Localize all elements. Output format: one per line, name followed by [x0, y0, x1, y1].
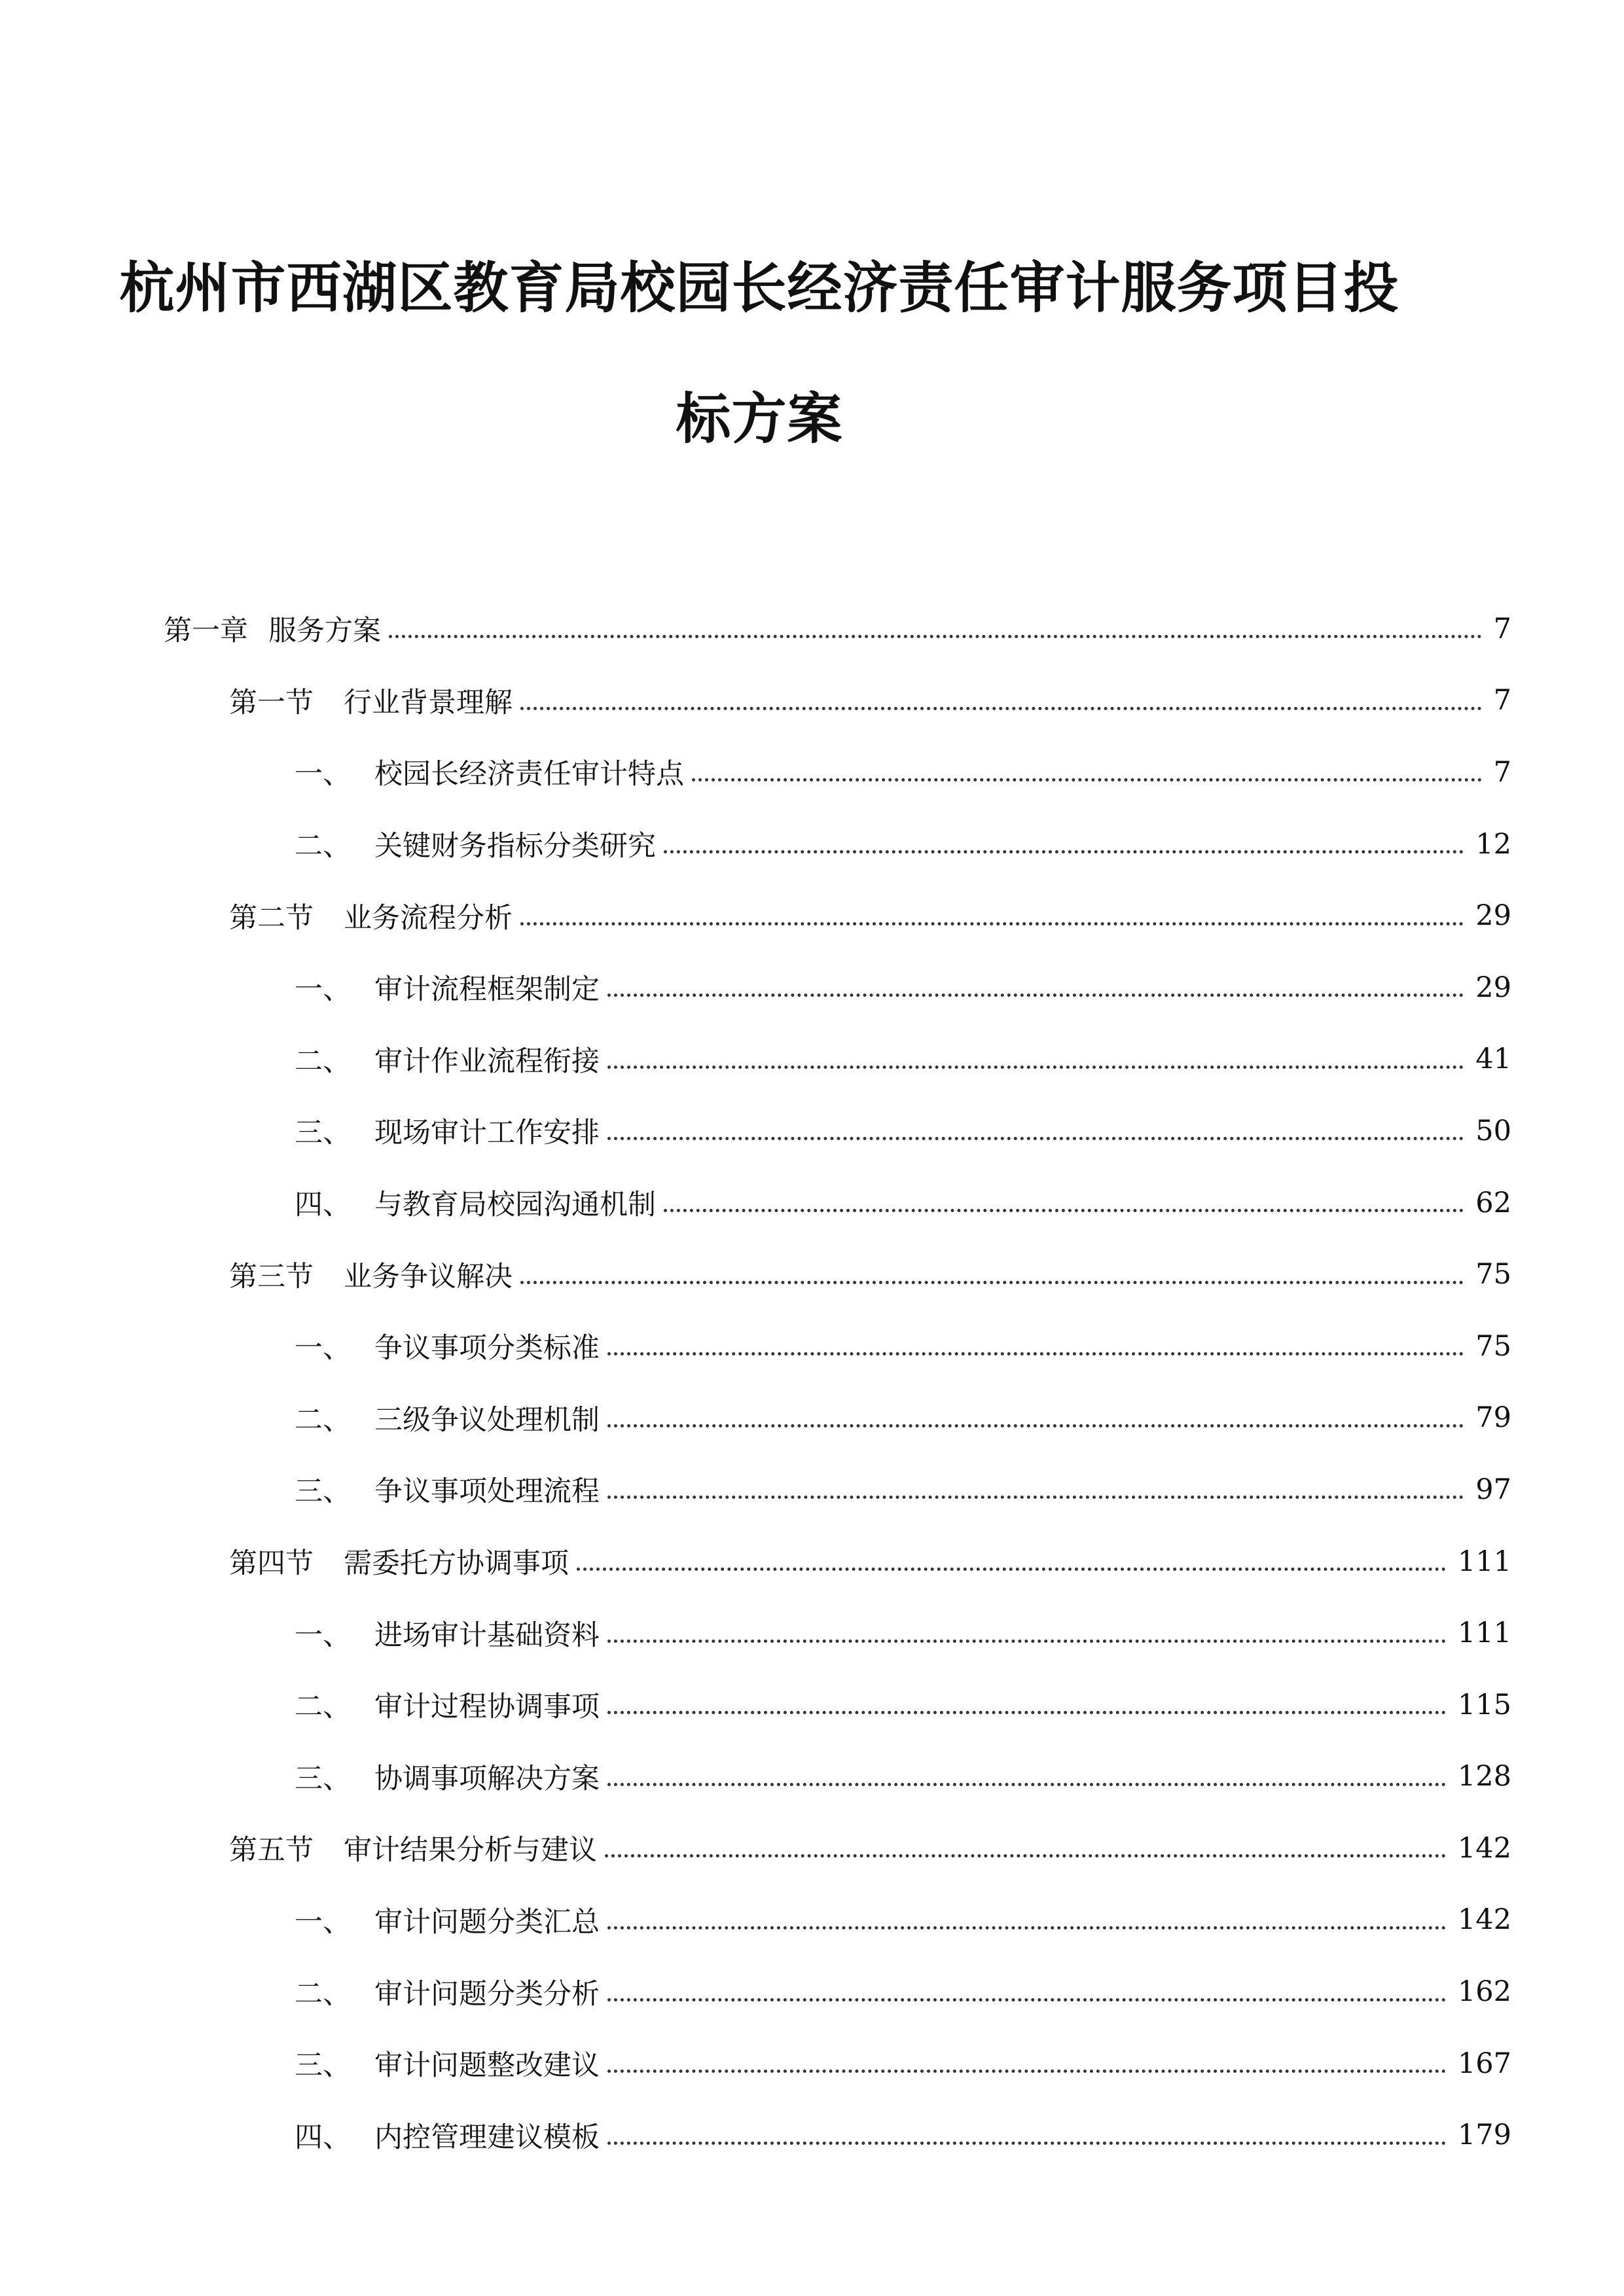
toc-entry-label: 现场审计工作安排 — [374, 1117, 600, 1150]
toc-entry-page: 7 — [1493, 612, 1511, 645]
toc-entry-number: 一、 — [295, 1332, 351, 1365]
toc-entry-number: 第一节 — [229, 686, 314, 719]
toc-entry[interactable] — [0, 1669, 1624, 1741]
toc-entry[interactable] — [0, 1597, 1624, 1669]
toc-entry-number: 二、 — [295, 1977, 351, 2011]
toc-entry-number: 第四节 — [229, 1547, 314, 1581]
toc-entry-number: 第一章 — [164, 615, 248, 648]
toc-entry-page: 111 — [1457, 1617, 1511, 1650]
toc-entry-number: 第二节 — [229, 901, 314, 935]
toc-dot-leader — [389, 635, 1482, 638]
toc-entry-label: 审计过程协调事项 — [374, 1691, 600, 1724]
table-of-contents — [0, 593, 1624, 2171]
toc-dot-leader — [577, 1568, 1446, 1571]
toc-dot-leader — [607, 2070, 1446, 2073]
toc-entry[interactable] — [0, 2099, 1624, 2171]
toc-entry-number: 三、 — [295, 1762, 351, 1795]
toc-entry-number: 一、 — [295, 1619, 351, 1652]
toc-entry-page: 111 — [1457, 1545, 1511, 1578]
toc-entry[interactable] — [0, 1095, 1624, 1167]
toc-entry[interactable] — [0, 1238, 1624, 1310]
toc-dot-leader — [607, 994, 1464, 997]
toc-entry-number: 三、 — [295, 1475, 351, 1509]
toc-entry[interactable] — [0, 1526, 1624, 1598]
toc-entry[interactable] — [0, 1884, 1624, 1956]
toc-entry-number: 一、 — [295, 758, 351, 791]
toc-entry-label: 争议事项分类标准 — [374, 1332, 600, 1365]
toc-entry-number: 二、 — [295, 830, 351, 863]
toc-entry-label: 校园长经济责任审计特点 — [374, 758, 684, 791]
toc-entry-page: 142 — [1457, 1831, 1511, 1865]
toc-entry-page: 79 — [1475, 1401, 1511, 1435]
toc-entry[interactable] — [0, 1741, 1624, 1813]
toc-entry[interactable] — [0, 952, 1624, 1024]
toc-entry-number: 第五节 — [229, 1834, 314, 1867]
toc-entry-label: 审计结果分析与建议 — [344, 1834, 597, 1867]
toc-entry-label: 审计问题分类分析 — [374, 1977, 600, 2011]
toc-dot-leader — [607, 1352, 1464, 1355]
toc-dot-leader — [607, 1711, 1446, 1714]
toc-dot-leader — [607, 1496, 1464, 1499]
document-title — [98, 223, 1420, 484]
toc-dot-leader — [607, 1926, 1446, 1929]
toc-entry-page: 41 — [1475, 1043, 1511, 1076]
toc-entry-label: 三级争议处理机制 — [374, 1403, 600, 1437]
toc-entry-label: 业务争议解决 — [344, 1260, 513, 1293]
toc-entry-page: 62 — [1475, 1186, 1511, 1219]
toc-entry-label: 与教育局校园沟通机制 — [374, 1189, 656, 1222]
toc-entry-page: 75 — [1475, 1329, 1511, 1363]
toc-entry-label: 业务流程分析 — [344, 901, 513, 935]
toc-entry-page: 12 — [1475, 827, 1511, 861]
toc-entry-page: 162 — [1457, 1975, 1511, 2009]
toc-entry-number: 二、 — [295, 1691, 351, 1724]
toc-dot-leader — [664, 1209, 1464, 1212]
toc-entry-label: 内控管理建议模板 — [374, 2121, 600, 2154]
toc-entry-number: 二、 — [295, 1045, 351, 1078]
toc-dot-leader — [607, 1424, 1464, 1427]
toc-dot-leader — [607, 2142, 1446, 2145]
toc-entry[interactable] — [0, 1024, 1624, 1096]
toc-entry-number: 一、 — [295, 973, 351, 1007]
toc-entry-number: 一、 — [295, 1905, 351, 1939]
toc-entry[interactable] — [0, 880, 1624, 952]
toc-entry-label: 进场审计基础资料 — [374, 1619, 600, 1652]
title-line-1: 杭州市西湖区教育局校园长经济责任审计服务项目投 — [119, 256, 1399, 320]
toc-entry-number: 四、 — [295, 1189, 351, 1222]
toc-entry-page: 7 — [1493, 755, 1511, 789]
toc-entry-label: 审计问题整改建议 — [374, 2049, 600, 2083]
toc-entry-page: 7 — [1493, 684, 1511, 717]
toc-dot-leader — [605, 1854, 1446, 1857]
toc-entry-page: 115 — [1457, 1688, 1511, 1721]
toc-entry[interactable] — [0, 1454, 1624, 1526]
toc-entry-page: 179 — [1457, 2119, 1511, 2152]
toc-entry[interactable] — [0, 665, 1624, 737]
toc-entry-page: 50 — [1475, 1114, 1511, 1147]
toc-entry-label: 协调事项解决方案 — [374, 1762, 600, 1795]
toc-entry-label: 审计作业流程衔接 — [374, 1045, 600, 1078]
toc-entry[interactable] — [0, 1382, 1624, 1454]
toc-entry-label: 争议事项处理流程 — [374, 1475, 600, 1509]
toc-entry-label: 关键财务指标分类研究 — [374, 830, 656, 863]
toc-entry-number: 三、 — [295, 2049, 351, 2083]
toc-entry-number: 二、 — [295, 1403, 351, 1437]
toc-entry[interactable] — [0, 2028, 1624, 2100]
toc-entry[interactable] — [0, 1956, 1624, 2028]
toc-entry-page: 29 — [1475, 971, 1511, 1004]
toc-dot-leader — [692, 778, 1482, 781]
toc-entry-number: 四、 — [295, 2121, 351, 2154]
toc-entry-label: 需委托方协调事项 — [344, 1547, 569, 1581]
toc-dot-leader — [520, 1281, 1464, 1284]
toc-entry-label: 审计问题分类汇总 — [374, 1905, 600, 1939]
toc-entry-page: 75 — [1475, 1258, 1511, 1291]
toc-dot-leader — [520, 707, 1482, 710]
toc-dot-leader — [520, 922, 1464, 925]
toc-entry[interactable] — [0, 736, 1624, 808]
toc-dot-leader — [664, 850, 1464, 853]
toc-entry[interactable] — [0, 808, 1624, 880]
toc-dot-leader — [607, 1066, 1464, 1069]
toc-dot-leader — [607, 1640, 1446, 1643]
toc-entry-number: 第三节 — [229, 1260, 314, 1293]
toc-entry-label: 审计流程框架制定 — [374, 973, 600, 1007]
toc-dot-leader — [607, 1137, 1464, 1140]
toc-entry[interactable] — [0, 1167, 1624, 1239]
toc-entry-page: 29 — [1475, 899, 1511, 933]
title-line-2: 标方案 — [676, 387, 843, 451]
toc-dot-leader — [607, 1783, 1446, 1786]
toc-entry-label: 行业背景理解 — [344, 686, 513, 719]
toc-entry-number: 三、 — [295, 1117, 351, 1150]
toc-entry-page: 142 — [1457, 1903, 1511, 1937]
toc-entry[interactable] — [0, 593, 1624, 665]
toc-entry-label: 服务方案 — [268, 615, 381, 648]
toc-entry-page: 128 — [1457, 1760, 1511, 1793]
toc-entry-page: 97 — [1475, 1473, 1511, 1506]
toc-entry[interactable] — [0, 1812, 1624, 1884]
toc-dot-leader — [607, 1998, 1446, 2001]
toc-entry-page: 167 — [1457, 2047, 1511, 2080]
toc-entry[interactable] — [0, 1310, 1624, 1382]
